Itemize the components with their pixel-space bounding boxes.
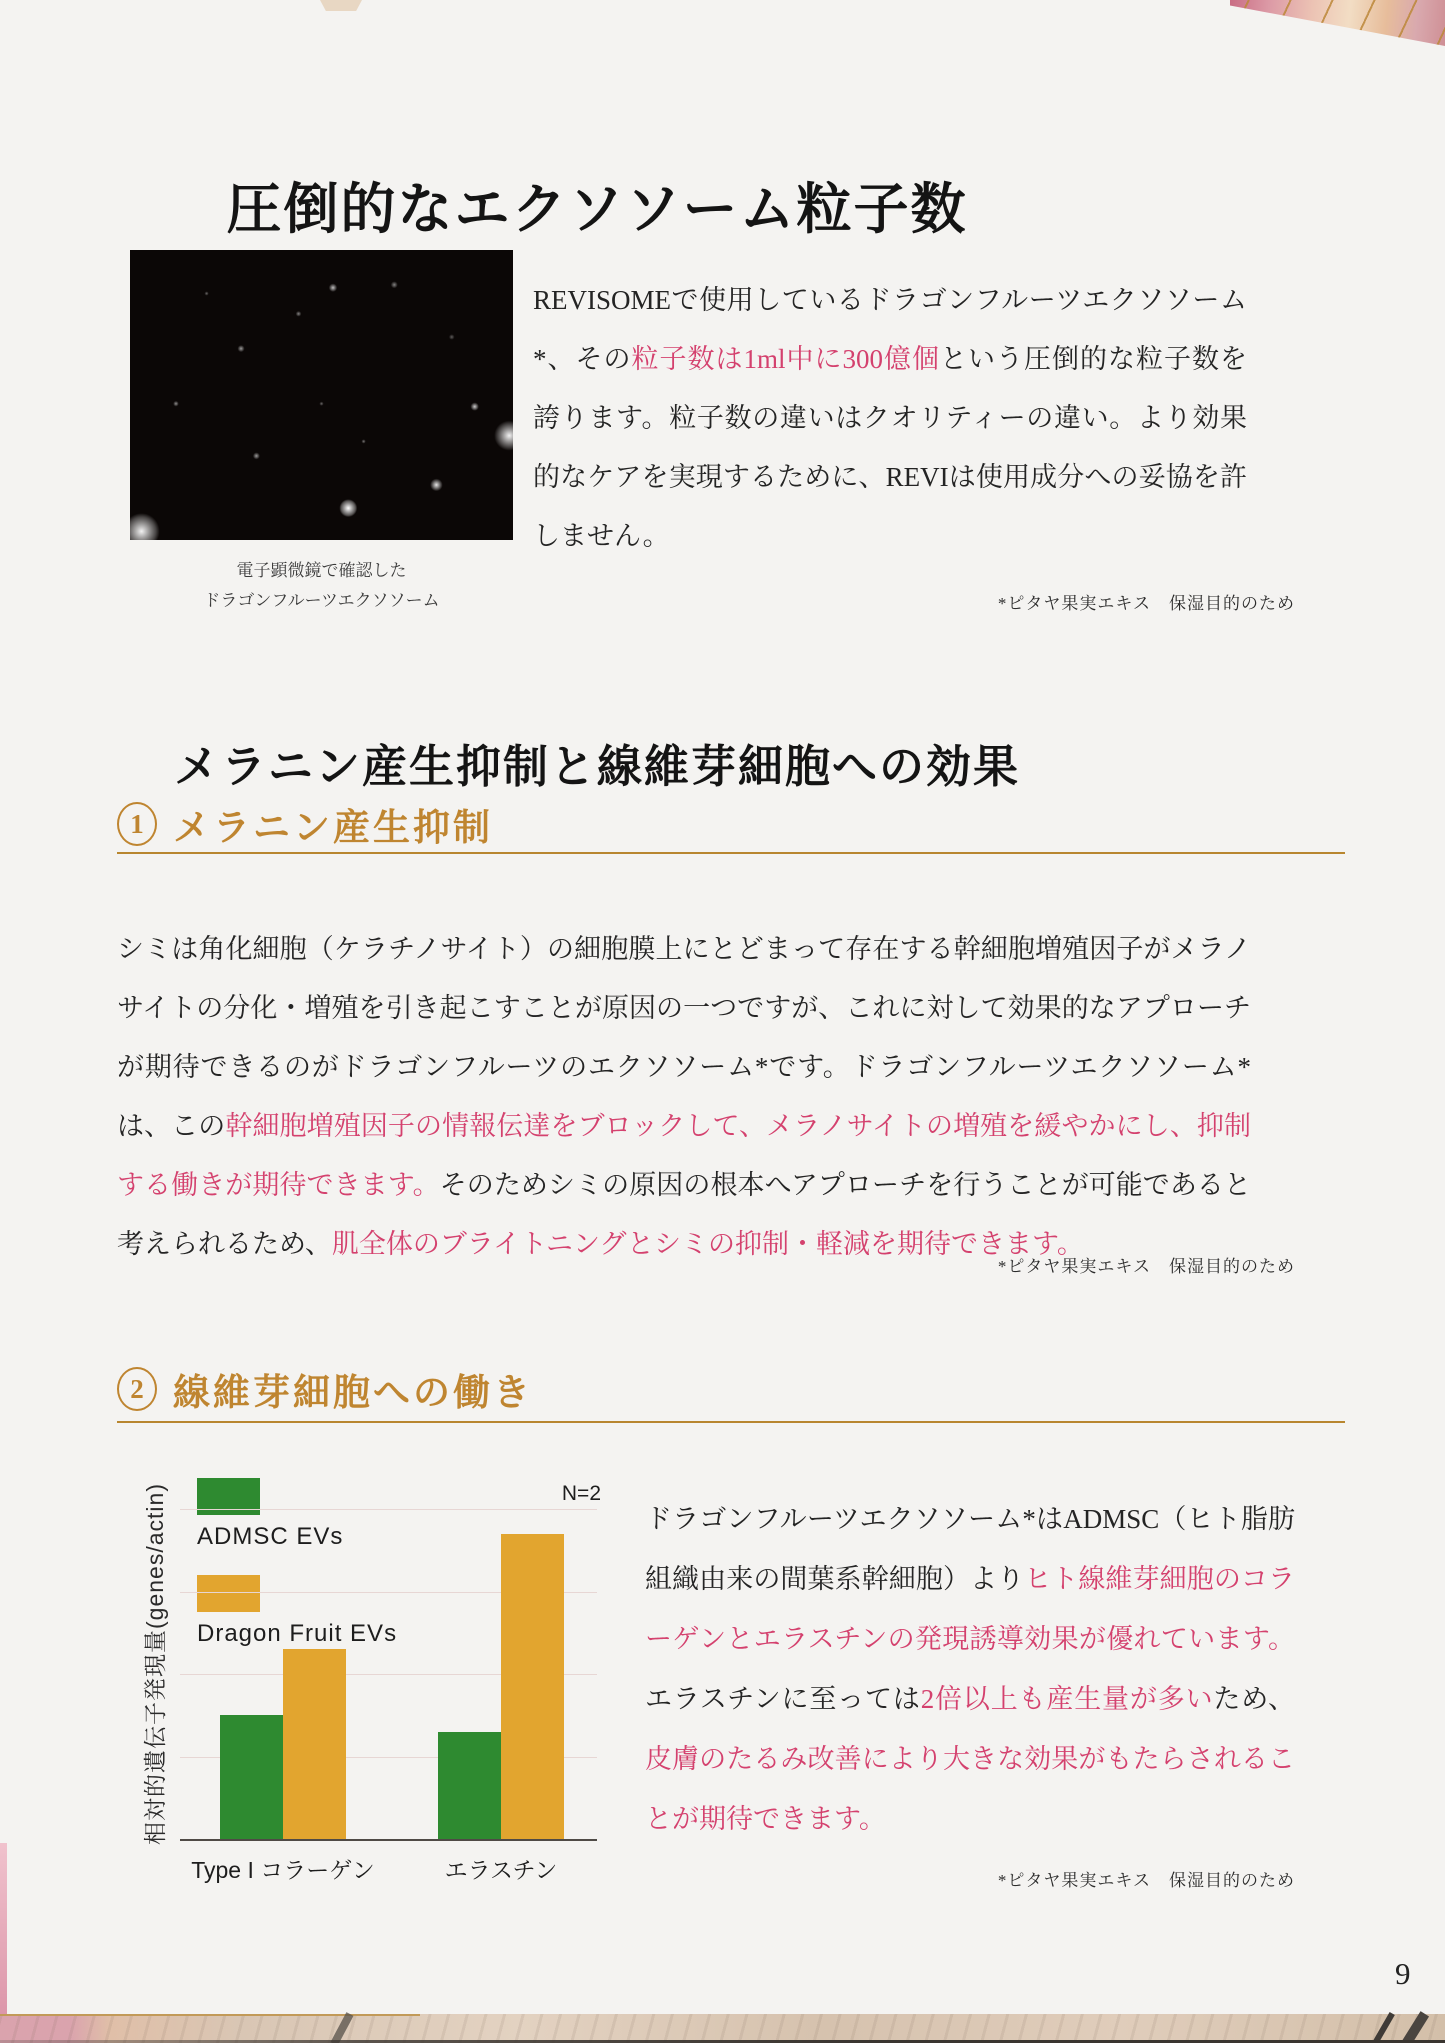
section-title: メラニン産生抑制と線維芽細胞への効果 [173,742,1020,793]
text-segment-pink: 粒子数は1ml中に300億個 [631,344,940,374]
footnote-pitaya: *ピタヤ果実エキス 保湿目的のため [997,1257,1295,1276]
circled-number-2-icon: 2 [117,1367,157,1411]
chart-gridline [180,1509,597,1510]
subheading-melanin [117,797,493,851]
subheading-melanin-label: メラニン産生抑制 [173,808,493,849]
text-segment-pink: 皮膚のたるみ改善により大きな効果がもたらされることが期待できます。 [645,1744,1295,1834]
gold-divider-rule [117,852,1345,854]
text-segment-black: ドラゴンフルーツエクソソーム*はADMSC（ヒト脂肪組織由来の間葉系幹細胞）より [645,1504,1295,1594]
text-segment-black: シミは角化細胞（ケラチノサイト）の細胞膜上にとどまって存在する幹細胞増殖因子がメラノサイトの分化・増殖を引き起こすことが原因の一つですが、これに対して効果的なアプローチが期待できるのがドラゴンフルーツのエクソソーム*です。ドラゴンフルーツエクソソーム*は、この [117,934,1251,1141]
melanin-paragraph [117,920,1251,1274]
chart-x-axis [180,1839,597,1841]
left-edge-decoration [0,1843,7,2043]
page-number: 9 [1395,1956,1411,1991]
text-segment-black: エラスチンに至っては [645,1684,921,1714]
bar-dragon-fruit-evs-0 [283,1649,346,1839]
subheading-fibroblast [117,1362,533,1416]
legend-label-dragonfruit: Dragon Fruit EVs [197,1620,398,1647]
text-segment-pink: 肌全体のブライトニングとシミの抑制・軽減を期待できます。 [331,1229,1084,1259]
text-segment-black: という圧倒的な粒子数を誇ります。粒子数の違いはクオリティーの違い。より効果的なケアを実現するために、REVIは使用成分への妥協を許しません。 [533,344,1247,551]
bar-admsc-evs-1 [438,1732,501,1839]
text-segment-black: ため、 [1213,1684,1296,1714]
intro-paragraph [533,271,1247,566]
footnote-pitaya: *ピタヤ果実エキス 保湿目的のため [997,594,1295,613]
top-edge-decoration [320,0,362,11]
text-segment-black: そのためシミの原因の根本へアプローチを行うことが可能であると考えられるため、 [117,1170,1251,1259]
gold-divider-rule [117,1421,1345,1423]
micrograph-caption-line2: ドラゴンフルーツエクソソーム [203,591,440,610]
chart-category-label: エラスチン [444,1857,558,1883]
bottom-marble-border [0,2014,1445,2043]
page-title: 圧倒的なエクソソーム粒子数 [226,178,968,240]
gold-line-decoration [0,2014,420,2016]
subheading-fibroblast-label: 線維芽細胞への働き [173,1373,533,1414]
chart-category-label: Type I コラーゲン [191,1857,375,1883]
electron-micrograph-image [130,250,513,540]
bar-chart [135,1460,605,1900]
bar-admsc-evs-0 [220,1715,283,1839]
fibroblast-paragraph [645,1489,1295,1849]
footnote-pitaya: *ピタヤ果実エキス 保湿目的のため [997,1871,1295,1890]
marble-streak [1371,2012,1395,2043]
chart-y-axis-label: 相対的遺伝子発現量(genes/actin) [142,1483,168,1845]
legend-label-admsc: ADMSC EVs [197,1523,344,1550]
circled-number-1-icon: 1 [117,802,157,846]
micrograph-caption-line1: 電子顕微鏡で確認した [236,561,407,580]
text-segment-pink: 2倍以上も産生量が多い [920,1684,1214,1714]
text-segment-black: REVISOMEで使用しているドラゴンフルーツエクソソーム*、その [533,285,1247,374]
text-segment-pink: 幹細胞増殖因子の情報伝達をブロックして、メラノサイトの増殖を緩やかにし、抑制する働きが期待できます。 [117,1111,1252,1200]
chart-sample-size-label: N=2 [561,1482,601,1505]
bar-dragon-fruit-evs-1 [501,1534,564,1839]
marble-streak [330,2012,353,2043]
legend-swatch-dragonfruit [197,1575,260,1612]
marble-streak [1401,2011,1429,2043]
marble-corner-decoration [1230,0,1445,46]
text-segment-pink: ヒト線維芽細胞のコラーゲンとエラスチンの発現誘導効果が優れています。 [645,1564,1296,1654]
